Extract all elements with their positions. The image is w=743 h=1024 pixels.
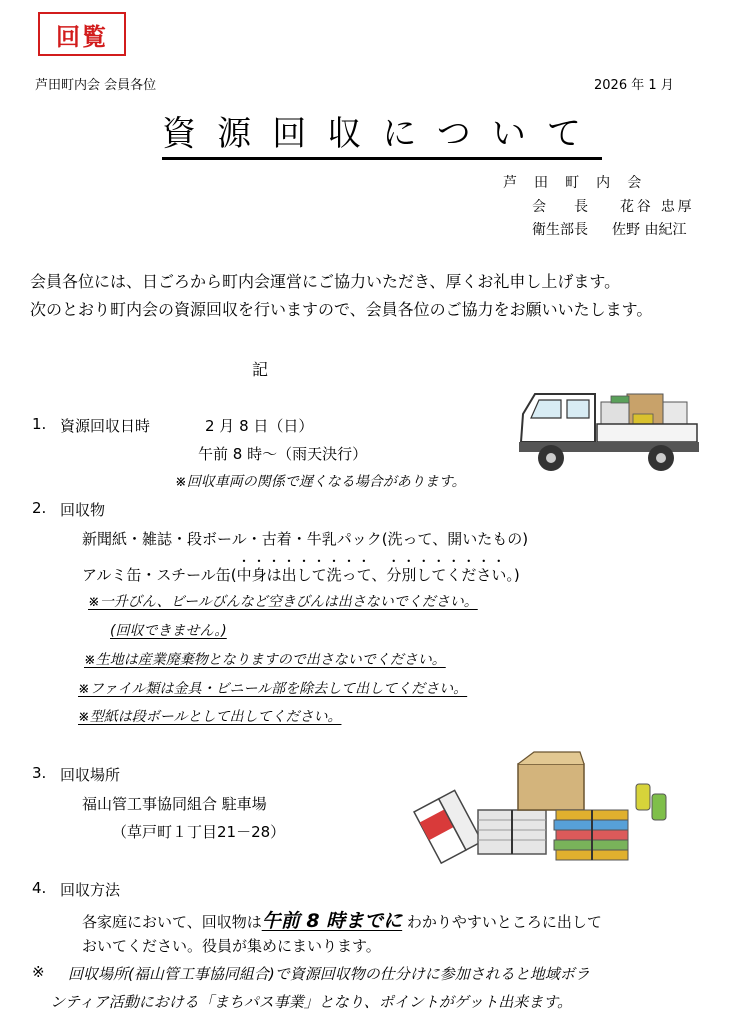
section3-place: 福山管工事協同組合 駐車場 bbox=[82, 795, 267, 813]
section3-address: （草戸町１丁目21－28） bbox=[112, 823, 286, 841]
section1-time: 午前 8 時～（雨天決行） bbox=[198, 445, 368, 463]
sender-name-sanitation: 佐野 由紀江 bbox=[612, 222, 687, 238]
section1-label: 資源回収日時 bbox=[60, 417, 151, 435]
items2-prefix: アルミ缶・スチール缶( bbox=[82, 566, 237, 584]
section3-number: 3. bbox=[32, 764, 47, 782]
circulation-stamp: 回覧 bbox=[38, 12, 126, 56]
note-files: ※ファイル類は金具・ビニール部を除去して出してください。 bbox=[78, 681, 468, 697]
section4-number: 4. bbox=[32, 879, 47, 897]
note-patterns: ※型紙は段ボールとして出してください。 bbox=[78, 709, 342, 725]
items2-emphasis: 中身は出して洗って、分別してください。 bbox=[236, 566, 514, 584]
sender-org: 芦 田 町 内 会 bbox=[503, 175, 648, 191]
section2-label: 回収物 bbox=[60, 501, 106, 519]
section2-number: 2. bbox=[32, 499, 47, 517]
method-text-a: 各家庭において、回収物は bbox=[82, 913, 262, 931]
method-text-c: わかりやすいところに出して bbox=[402, 913, 602, 931]
truck-illustration bbox=[515, 388, 703, 480]
footer-mark: ※ bbox=[32, 963, 45, 981]
section1-date: 2 月 8 日（日） bbox=[205, 417, 314, 435]
footer-line-2: ンティア活動における「まちパス事業」となり、ポイントがゲット出来ます。 bbox=[50, 993, 573, 1011]
page-title bbox=[0, 106, 743, 155]
section1-note: ※回収車両の関係で遅くなる場合があります。 bbox=[175, 474, 466, 490]
sender-name-chair: 花谷 忠厚 bbox=[620, 199, 695, 215]
title-text: 資源回収について bbox=[162, 114, 602, 160]
section4-label: 回収方法 bbox=[60, 881, 121, 899]
deadline-emphasis: 午前 8 時までに bbox=[261, 910, 403, 932]
section4-line-1 bbox=[82, 906, 602, 933]
note-fabric: ※生地は産業廃棄物となりますので出さないでください。 bbox=[84, 652, 446, 668]
footer-line-1: 回収場所(福山管工事協同組合)で資源回収物の仕分けに参加されると地域ボラ bbox=[68, 965, 590, 983]
sender-role-chair: 会 長 bbox=[532, 199, 588, 215]
section4-line-2: おいてください。役員が集めにまいります。 bbox=[82, 937, 381, 955]
items2-suffix: ) bbox=[513, 566, 520, 584]
section2-items-2 bbox=[82, 557, 520, 585]
recyclables-pile-illustration bbox=[412, 748, 674, 870]
note-bottles: ※一升びん、ビールびんなど空きびんは出さないでください。 bbox=[88, 594, 478, 610]
intro-line-2: 次のとおり町内会の資源回収を行いますので、会員各位のご協力をお願いいたします。 bbox=[30, 300, 653, 319]
addressee: 芦田町内会 会員各位 bbox=[35, 78, 157, 93]
intro-line-1: 会員各位には、日ごろから町内会運営にご協力いただき、厚くお礼申し上げます。 bbox=[30, 272, 621, 291]
document-date: 2026 年 1 月 bbox=[594, 78, 674, 93]
section2-items-1: 新聞紙・雑誌・段ボール・古着・牛乳パック(洗って、開いたもの) bbox=[82, 530, 529, 548]
section1-number: 1. bbox=[32, 415, 47, 433]
ki-heading: 記 bbox=[252, 360, 269, 379]
note-not-collected: (回収できません。) bbox=[110, 623, 227, 639]
sender-role-sanitation: 衛生部長 bbox=[532, 222, 588, 238]
section3-label: 回収場所 bbox=[60, 766, 121, 784]
